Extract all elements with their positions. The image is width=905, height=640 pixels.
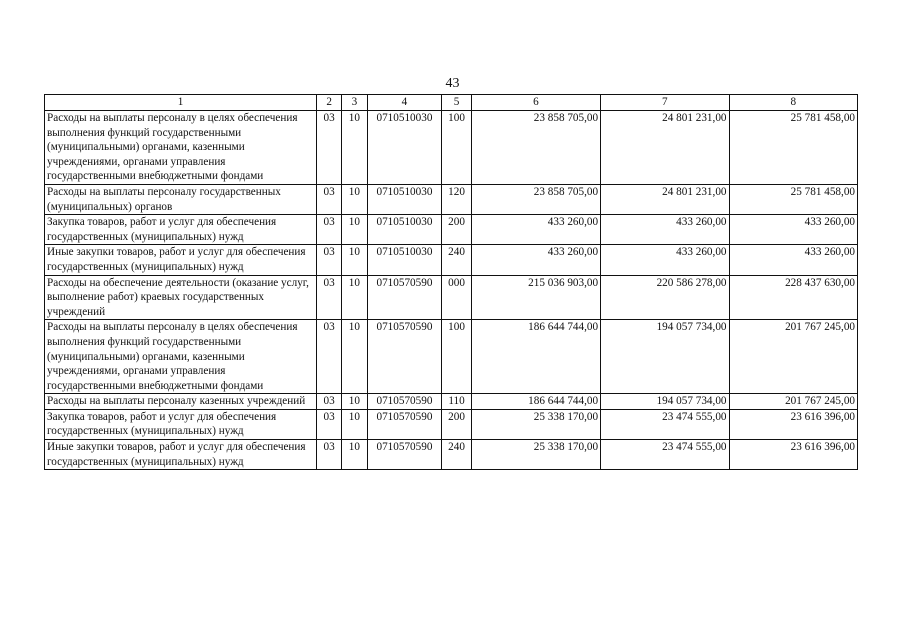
amount-col-7: 194 057 734,00 bbox=[601, 394, 729, 410]
expense-type-code: 240 bbox=[442, 440, 471, 470]
amount-col-6: 25 338 170,00 bbox=[471, 409, 600, 439]
amount-col-8: 201 767 245,00 bbox=[729, 320, 858, 394]
row-name: Закупка товаров, работ и услуг для обеспечения государственных (муниципальных) нужд bbox=[45, 409, 317, 439]
section-code: 03 bbox=[317, 394, 342, 410]
target-article-code: 0710510030 bbox=[367, 215, 442, 245]
column-header: 3 bbox=[342, 95, 367, 111]
section-code: 03 bbox=[317, 320, 342, 394]
amount-col-8: 201 767 245,00 bbox=[729, 394, 858, 410]
row-name: Иные закупки товаров, работ и услуг для обеспечения государственных (муниципальных) нужд bbox=[45, 245, 317, 275]
section-code: 03 bbox=[317, 409, 342, 439]
amount-col-6: 23 858 705,00 bbox=[471, 184, 600, 214]
row-name: Иные закупки товаров, работ и услуг для обеспечения государственных (муниципальных) нужд bbox=[45, 440, 317, 470]
section-code: 03 bbox=[317, 440, 342, 470]
section-code: 03 bbox=[317, 111, 342, 185]
table-row bbox=[45, 111, 858, 185]
subsection-code: 10 bbox=[342, 111, 367, 185]
amount-col-7: 194 057 734,00 bbox=[601, 320, 729, 394]
column-header: 2 bbox=[317, 95, 342, 111]
target-article-code: 0710510030 bbox=[367, 184, 442, 214]
target-article-code: 0710570590 bbox=[367, 320, 442, 394]
expense-type-code: 100 bbox=[442, 320, 471, 394]
amount-col-7: 23 474 555,00 bbox=[601, 440, 729, 470]
row-name: Расходы на выплаты персоналу в целях обеспечения выполнения функций государственными (муниципальными) органами, казенными учреждениями, органами управления государственными внебюджетными фондами bbox=[45, 111, 317, 185]
table-row bbox=[45, 215, 858, 245]
table-row bbox=[45, 394, 858, 410]
subsection-code: 10 bbox=[342, 184, 367, 214]
amount-col-8: 433 260,00 bbox=[729, 245, 858, 275]
expense-type-code: 200 bbox=[442, 409, 471, 439]
row-name: Расходы на выплаты персоналу государственных (муниципальных) органов bbox=[45, 184, 317, 214]
amount-col-7: 433 260,00 bbox=[601, 215, 729, 245]
column-header: 8 bbox=[729, 95, 858, 111]
amount-col-7: 24 801 231,00 bbox=[601, 111, 729, 185]
target-article-code: 0710510030 bbox=[367, 245, 442, 275]
row-name: Расходы на выплаты персоналу казенных учреждений bbox=[45, 394, 317, 410]
subsection-code: 10 bbox=[342, 320, 367, 394]
expense-type-code: 100 bbox=[442, 111, 471, 185]
table-row bbox=[45, 440, 858, 470]
amount-col-6: 25 338 170,00 bbox=[471, 440, 600, 470]
section-code: 03 bbox=[317, 245, 342, 275]
amount-col-8: 25 781 458,00 bbox=[729, 111, 858, 185]
amount-col-8: 23 616 396,00 bbox=[729, 409, 858, 439]
amount-col-8: 25 781 458,00 bbox=[729, 184, 858, 214]
amount-col-6: 186 644 744,00 bbox=[471, 394, 600, 410]
column-header: 1 bbox=[45, 95, 317, 111]
amount-col-6: 23 858 705,00 bbox=[471, 111, 600, 185]
amount-col-6: 433 260,00 bbox=[471, 245, 600, 275]
amount-col-6: 433 260,00 bbox=[471, 215, 600, 245]
column-header: 5 bbox=[442, 95, 471, 111]
column-header: 4 bbox=[367, 95, 442, 111]
row-name: Расходы на выплаты персоналу в целях обеспечения выполнения функций государственными (муниципальными) органами, казенными учреждениями, органами управления государственными внебюджетными фондами bbox=[45, 320, 317, 394]
column-header: 7 bbox=[601, 95, 729, 111]
table-row bbox=[45, 184, 858, 214]
section-code: 03 bbox=[317, 275, 342, 320]
amount-col-8: 228 437 630,00 bbox=[729, 275, 858, 320]
target-article-code: 0710570590 bbox=[367, 275, 442, 320]
amount-col-6: 186 644 744,00 bbox=[471, 320, 600, 394]
section-code: 03 bbox=[317, 215, 342, 245]
subsection-code: 10 bbox=[342, 245, 367, 275]
column-header: 6 bbox=[471, 95, 600, 111]
row-name: Расходы на обеспечение деятельности (оказание услуг, выполнение работ) краевых государственных учреждений bbox=[45, 275, 317, 320]
expense-type-code: 000 bbox=[442, 275, 471, 320]
table-row bbox=[45, 275, 858, 320]
amount-col-7: 23 474 555,00 bbox=[601, 409, 729, 439]
page-number: 43 bbox=[445, 76, 460, 91]
table-row bbox=[45, 409, 858, 439]
amount-col-8: 433 260,00 bbox=[729, 215, 858, 245]
target-article-code: 0710570590 bbox=[367, 440, 442, 470]
table-row bbox=[45, 245, 858, 275]
amount-col-7: 433 260,00 bbox=[601, 245, 729, 275]
expense-type-code: 200 bbox=[442, 215, 471, 245]
expense-type-code: 120 bbox=[442, 184, 471, 214]
target-article-code: 0710570590 bbox=[367, 409, 442, 439]
budget-table bbox=[44, 94, 858, 470]
expense-type-code: 240 bbox=[442, 245, 471, 275]
table-header-row bbox=[45, 95, 858, 111]
subsection-code: 10 bbox=[342, 275, 367, 320]
amount-col-7: 24 801 231,00 bbox=[601, 184, 729, 214]
amount-col-7: 220 586 278,00 bbox=[601, 275, 729, 320]
target-article-code: 0710510030 bbox=[367, 111, 442, 185]
subsection-code: 10 bbox=[342, 409, 367, 439]
section-code: 03 bbox=[317, 184, 342, 214]
subsection-code: 10 bbox=[342, 394, 367, 410]
amount-col-8: 23 616 396,00 bbox=[729, 440, 858, 470]
expense-type-code: 110 bbox=[442, 394, 471, 410]
table-row bbox=[45, 320, 858, 394]
target-article-code: 0710570590 bbox=[367, 394, 442, 410]
subsection-code: 10 bbox=[342, 215, 367, 245]
amount-col-6: 215 036 903,00 bbox=[471, 275, 600, 320]
subsection-code: 10 bbox=[342, 440, 367, 470]
row-name: Закупка товаров, работ и услуг для обеспечения государственных (муниципальных) нужд bbox=[45, 215, 317, 245]
